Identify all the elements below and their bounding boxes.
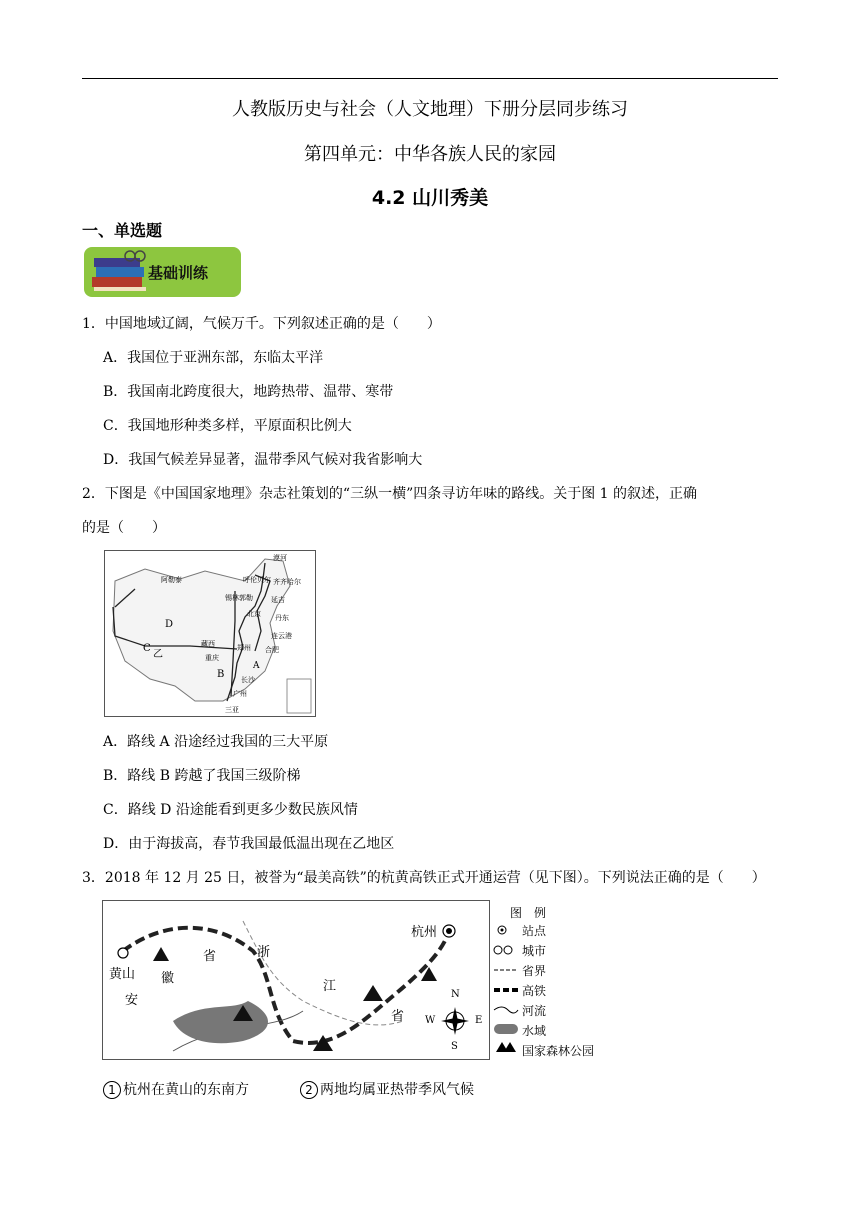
unit-title: 第四单元：中华各族人民的家园 [304, 144, 556, 165]
circled-number: 1 [103, 1081, 121, 1099]
legend-symbols [492, 900, 520, 1060]
map-label-chongqing: 重庆 [205, 654, 219, 662]
map-label-guangzhou: 广州 [233, 690, 247, 698]
q1-option-b: B．我国南北跨度很大，地跨热带、温带、寒带 [103, 384, 394, 400]
map-label-yi: 乙 [153, 649, 163, 660]
circled-number: 2 [300, 1081, 318, 1099]
map-label-hulunbuir: 呼伦贝尔 [243, 576, 271, 584]
map-label-lianyungang: 连云港 [271, 632, 292, 640]
compass-e: E [475, 1015, 483, 1026]
map-label-changsha: 长沙 [241, 676, 255, 684]
compass-n: N [451, 989, 460, 1000]
map-label-dandong: 丹东 [275, 614, 289, 622]
q1-option-a: A．我国位于亚洲东部，东临太平洋 [103, 350, 324, 366]
map-label-route-b: B [217, 669, 225, 680]
map-legend [492, 900, 622, 1062]
q2-stem-line2: 的是（ ） [82, 520, 166, 536]
q1-option-d: D．我国气候差异显著，温带季风气候对我省影响大 [103, 452, 423, 468]
badge-label: 基础训练 [148, 264, 209, 282]
map-label-beijing: 北京 [247, 610, 261, 618]
map-label-hangzhou: 杭州 [411, 925, 438, 940]
q1-option-c: C．我国地形种类多样，平原面积比例大 [103, 418, 352, 434]
map-label-sheng1: 省 [203, 949, 217, 964]
q3-stem: 3．2018 年 12 月 25 日，被誉为“最美高铁”的杭黄高铁正式开通运营（见下图）。下列说法正确的是（ ） [82, 870, 766, 886]
map-label-altay: 阿勒泰 [161, 576, 182, 584]
map-label-hui: 徽 [161, 971, 175, 986]
q2-option-c: C．路线 D 沿途能看到更多少数民族风情 [103, 802, 358, 818]
statement-text: 杭州在黄山的东南方 [123, 1082, 249, 1098]
q1-stem: 1．中国地域辽阔，气候万千。下列叙述正确的是（ ） [82, 316, 441, 332]
books-icon [88, 247, 150, 297]
map-label-huangshan: 黄山 [109, 967, 136, 982]
legend-station: 站点 [522, 924, 547, 938]
map-label-zhe: 浙 [257, 945, 271, 960]
legend-province-border: 省界 [522, 964, 547, 978]
map-label-zangxi: 藏西 [201, 640, 215, 648]
map-label-zhengzhou: 郑州 [237, 644, 251, 652]
section-heading: 一、单选题 [82, 221, 163, 240]
q2-option-a: A．路线 A 沿途经过我国的三大平原 [103, 734, 329, 750]
legend-high-speed-rail: 高铁 [522, 984, 547, 998]
map-label-route-a: A [253, 661, 260, 671]
map-label-yanji: 延吉 [271, 596, 285, 604]
legend-river: 河流 [522, 1004, 547, 1018]
q3-statement-2 [300, 1080, 474, 1100]
map-label-sanya: 三亚 [225, 706, 239, 714]
q2-option-d: D．由于海拔高，春节我国最低温出现在乙地区 [103, 836, 395, 852]
map-label-mohe: 漠河 [273, 554, 287, 562]
doc-title: 人教版历史与社会（人文地理）下册分层同步练习 [232, 99, 628, 120]
map-label-route-d: D [165, 619, 174, 630]
q3-statement-1 [103, 1080, 249, 1100]
q2-option-b: B．路线 B 跨越了我国三级阶梯 [103, 768, 301, 784]
map-label-jiang: 江 [323, 979, 337, 994]
lesson-title: 4.2 山川秀美 [371, 187, 489, 209]
map-label-route-c: C [143, 643, 151, 654]
training-badge [84, 247, 241, 297]
map-label-an: 安 [125, 993, 139, 1008]
map-label-sheng2: 省 [391, 1009, 405, 1024]
legend-city: 城市 [522, 944, 547, 958]
legend-forest-park: 国家森林公园 [522, 1044, 595, 1058]
header-rule [82, 78, 778, 79]
legend-water: 水域 [522, 1024, 547, 1038]
statement-text: 两地均属亚热带季风气候 [320, 1082, 474, 1098]
hangzhou-huangshan-map [102, 900, 490, 1060]
china-routes-map [104, 550, 316, 717]
map-label-xilingol: 锡林郭勒 [225, 594, 253, 602]
map-label-hefei: 合肥 [265, 646, 279, 654]
compass-s: S [451, 1041, 458, 1052]
compass-icon [441, 1007, 469, 1035]
legend-title: 图 例 [510, 906, 547, 920]
map-label-qiqihar: 齐齐哈尔 [273, 578, 301, 586]
compass-w: W [425, 1015, 436, 1026]
q2-stem-line1: 2．下图是《中国国家地理》杂志社策划的“三纵一横”四条寻访年味的路线。关于图 1 的叙述，正确 [82, 486, 698, 502]
